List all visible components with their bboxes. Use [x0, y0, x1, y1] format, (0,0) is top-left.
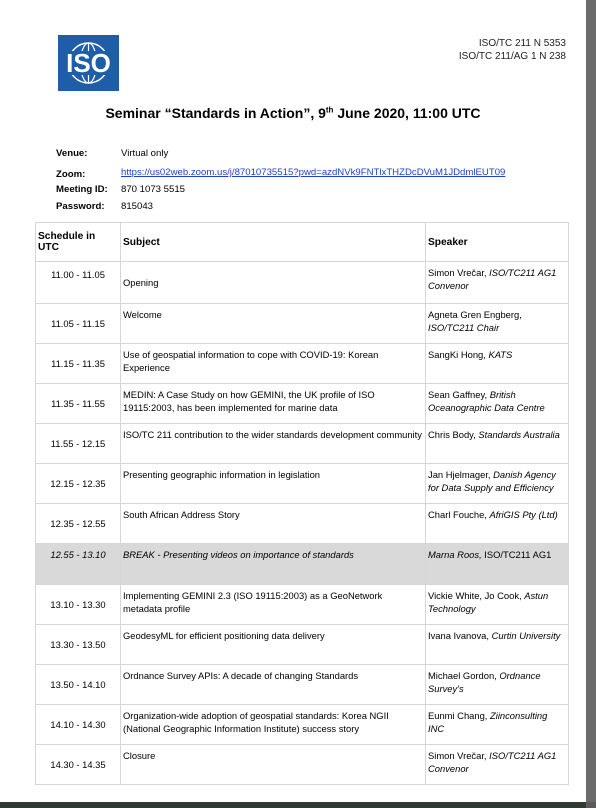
meeting-id-label: Meeting ID:	[56, 184, 108, 195]
speaker-affiliation: Danish Agency for Data Supply and Efficiency	[428, 469, 556, 493]
speaker-name: Michael Gordon,	[428, 670, 500, 681]
bottom-strip	[0, 802, 586, 808]
speaker-cell	[426, 504, 569, 544]
speaker-name: Charl Fouche,	[428, 509, 490, 520]
speaker-cell	[426, 262, 569, 304]
speaker-name: Marna Roos,	[428, 549, 485, 560]
schedule-table	[35, 222, 569, 785]
meeting-id-value: 870 1073 5515	[121, 184, 186, 195]
speaker-affiliation: Ziinconsulting INC	[428, 710, 548, 734]
speaker-cell	[426, 585, 569, 625]
title-main: Seminar “Standards in Action”, 9	[105, 105, 326, 121]
time-cell: 13.30 - 13.50	[36, 625, 121, 665]
iso-logo	[58, 35, 119, 91]
speaker-affiliation: Ordnance Survey's	[428, 670, 541, 694]
reference-line: ISO/TC 211/AG 1 N 238	[458, 51, 566, 62]
speaker-cell	[426, 464, 569, 504]
speaker-affiliation: ISO/TC211 Chair	[428, 322, 500, 333]
speaker-name: Eunmi Chang,	[428, 710, 491, 721]
meeting-info	[56, 148, 536, 218]
subject-cell: Welcome	[121, 304, 426, 344]
venue-value: Virtual only	[121, 148, 169, 159]
subject-cell: Closure	[121, 745, 426, 785]
speaker-cell	[426, 625, 569, 665]
header-schedule: Schedule in UTC	[36, 223, 121, 262]
speaker-affiliation: ISO/TC211 AG1 Convenor	[428, 267, 557, 291]
speaker-name: Chris Body,	[428, 429, 479, 440]
subject-cell: Use of geospatial information to cope with COVID-19: Korean Experience	[121, 344, 426, 384]
speaker-cell	[426, 424, 569, 464]
venue-label: Venue:	[56, 148, 88, 159]
speaker-cell	[426, 304, 569, 344]
table-row-break	[36, 544, 569, 585]
zoom-label: Zoom:	[56, 169, 86, 180]
document-references	[459, 37, 566, 63]
reference-line: ISO/TC 211 N 5353	[478, 38, 566, 49]
table-row	[36, 304, 569, 344]
table-row	[36, 665, 569, 705]
time-cell: 13.50 - 14.10	[36, 665, 121, 705]
viewer-scroll-gutter	[586, 0, 596, 808]
time-cell: 11.00 - 11.05	[36, 262, 121, 304]
zoom-link[interactable]: https://us02web.zoom.us/j/87010735515?pwd=azdNVk9FNTlxTHZDcDVuM1JDdmlEUT09	[121, 167, 506, 178]
speaker-name: Vickie White, Jo Cook,	[428, 590, 525, 601]
speaker-name: Jan Hjelmager,	[428, 469, 494, 480]
speaker-name: Ivana Ivanova,	[428, 630, 492, 641]
subject-cell: Ordnance Survey APIs: A decade of changing Standards	[121, 665, 426, 705]
time-cell: 13.10 - 13.30	[36, 585, 121, 625]
subject-cell: South African Address Story	[121, 504, 426, 544]
table-row	[36, 745, 569, 785]
time-cell: 11.35 - 11.55	[36, 384, 121, 424]
page-title	[0, 105, 586, 121]
table-row	[36, 705, 569, 745]
speaker-cell	[426, 544, 569, 585]
speaker-name: SangKi Hong,	[428, 349, 489, 360]
speaker-affiliation: AfriGIS Pty (Ltd)	[489, 509, 558, 520]
time-cell: 11.15 - 11.35	[36, 344, 121, 384]
time-cell: 11.05 - 11.15	[36, 304, 121, 344]
speaker-affiliation: Astun Technology	[428, 590, 549, 614]
time-cell: 11.55 - 12.15	[36, 424, 121, 464]
subject-cell: ISO/TC 211 contribution to the wider standards development community	[121, 424, 426, 464]
header-speaker: Speaker	[426, 223, 569, 262]
time-cell: 12.15 - 12.35	[36, 464, 121, 504]
table-row	[36, 504, 569, 544]
time-cell: 14.30 - 14.35	[36, 745, 121, 785]
password-value: 815043	[121, 201, 154, 212]
table-header-row	[36, 223, 569, 262]
title-superscript: th	[325, 105, 334, 115]
speaker-name: Sean Gaffney,	[428, 389, 490, 400]
speaker-affiliation: ISO/TC211 AG1	[484, 549, 552, 560]
subject-cell: MEDIN: A Case Study on how GEMINI, the UK profile of ISO 19115:2003, has been implemented for marine data	[121, 384, 426, 424]
password-label: Password:	[56, 201, 105, 212]
table-row	[36, 585, 569, 625]
subject-cell: Presenting geographic information in legislation	[121, 464, 426, 504]
table-row	[36, 262, 569, 304]
time-cell: 12.55 - 13.10	[36, 544, 121, 585]
title-rest: June 2020, 11:00 UTC	[333, 105, 481, 121]
speaker-name: Simon Vrečar,	[428, 750, 490, 761]
speaker-name: Simon Vrečar,	[428, 267, 490, 278]
header-subject: Subject	[121, 223, 426, 262]
subject-cell: Implementing GEMINI 2.3 (ISO 19115:2003) as a GeoNetwork metadata profile	[121, 585, 426, 625]
speaker-cell	[426, 665, 569, 705]
speaker-cell	[426, 745, 569, 785]
table-row	[36, 464, 569, 504]
table-row	[36, 625, 569, 665]
speaker-affiliation: Standards Australia	[478, 429, 560, 440]
speaker-cell	[426, 705, 569, 745]
speaker-cell	[426, 384, 569, 424]
speaker-cell	[426, 344, 569, 384]
speaker-affiliation: Curtin University	[491, 630, 561, 641]
time-cell: 12.35 - 12.55	[36, 504, 121, 544]
time-cell: 14.10 - 14.30	[36, 705, 121, 745]
subject-cell: GeodesyML for efficient positioning data delivery	[121, 625, 426, 665]
table-row	[36, 424, 569, 464]
speaker-affiliation: ISO/TC211 AG1 Convenor	[428, 750, 557, 774]
subject-cell: Organization-wide adoption of geospatial standards: Korea NGII (National Geographic Information Institute) success story	[121, 705, 426, 745]
viewer-bottom-bar	[0, 802, 596, 808]
speaker-affiliation: British Oceanographic Data Centre	[428, 389, 545, 413]
subject-cell: Opening	[121, 262, 426, 304]
table-row	[36, 344, 569, 384]
logo-text: ISO	[66, 48, 111, 78]
speaker-name: Agneta Gren Engberg,	[428, 309, 522, 320]
table-row	[36, 384, 569, 424]
speaker-affiliation: KATS	[488, 349, 513, 360]
subject-cell: BREAK - Presenting videos on importance of standards	[121, 544, 426, 585]
